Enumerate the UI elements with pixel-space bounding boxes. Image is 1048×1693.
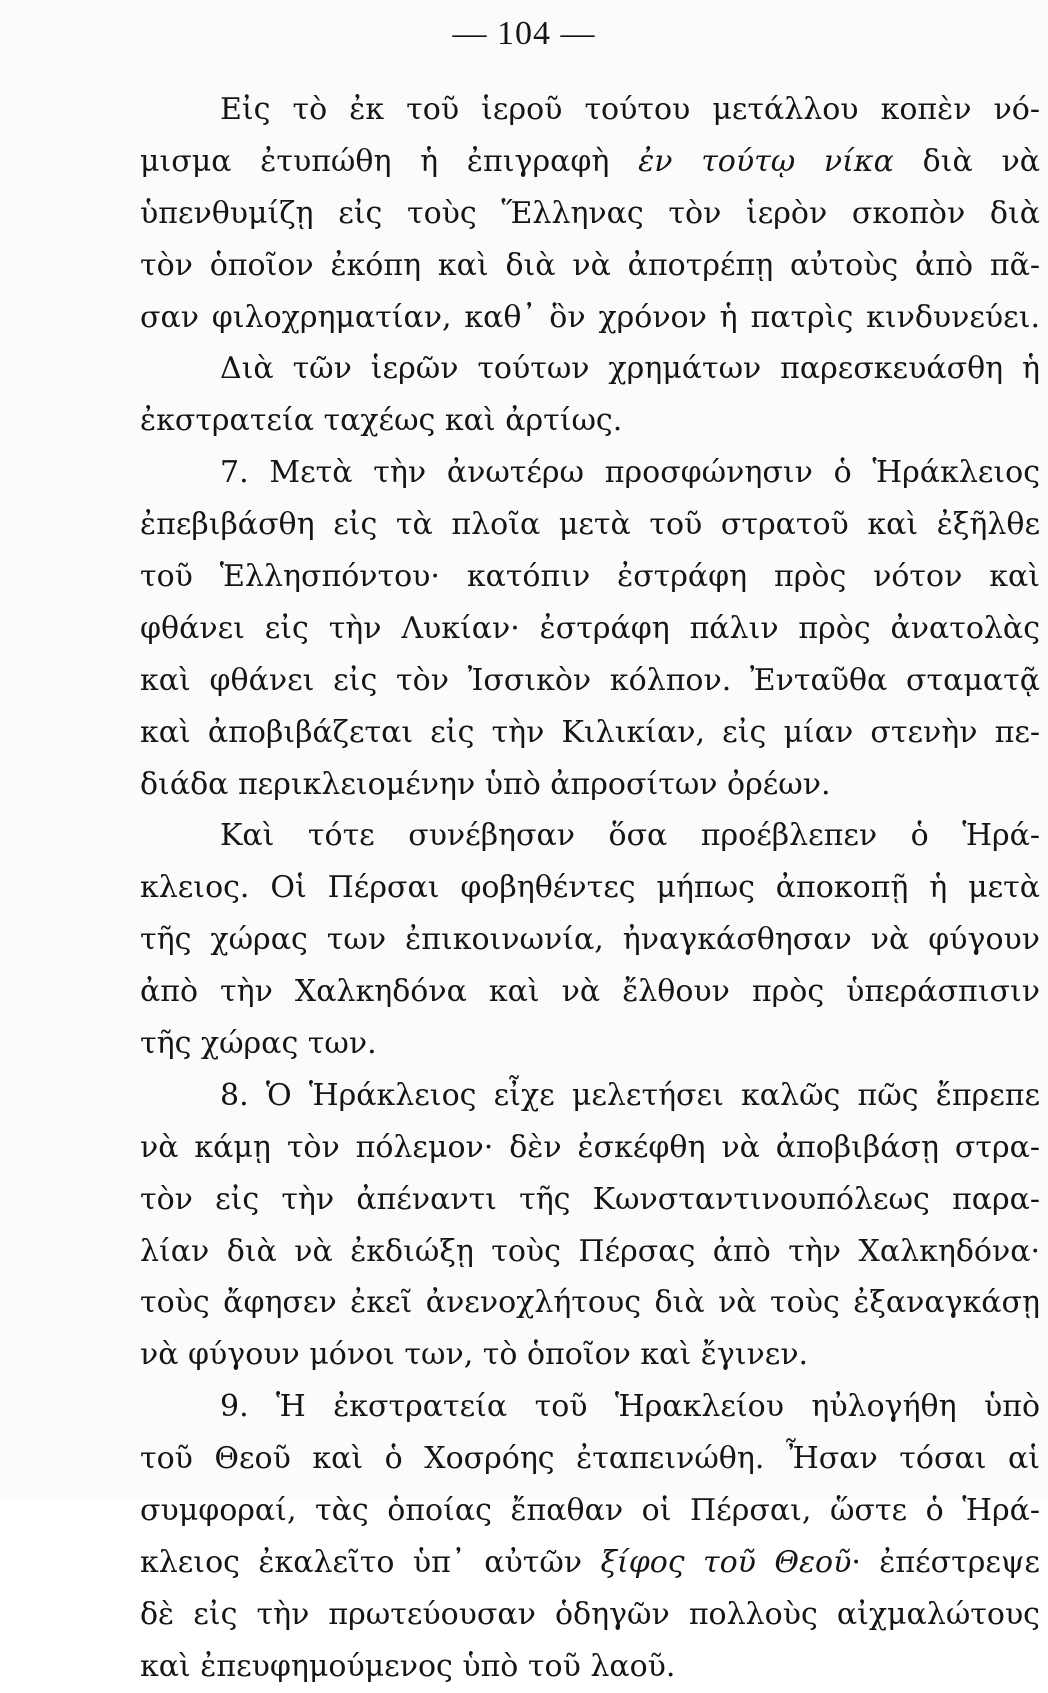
text-segment: τοῦ Θεοῦ καὶ ὁ Χοσρόης ἐταπεινώθη. Ἦσαν τόσαι αἱ [140,1441,1040,1477]
text-line [140,551,1040,603]
text-line [140,343,1040,395]
text-line [140,603,1040,655]
text-segment: 7. Μετὰ τὴν ἀνωτέρω προσφώνησιν ὁ Ἡράκλειος [220,455,1040,491]
text-segment: τῆς χώρας των. [140,1026,377,1062]
text-line [140,1277,1040,1329]
text-line [140,84,1040,136]
text-line [140,810,1040,862]
page-number: — 104 — [452,15,596,52]
text-segment: καὶ ἀποβιβάζεται εἰς τὴν Κιλικίαν, εἰς μίαν στενὴν πε- [140,714,1040,750]
text-line [140,1174,1040,1226]
text-line [140,1485,1040,1537]
text-line [140,1381,1040,1433]
text-line [140,1018,1040,1070]
text-line [140,1070,1040,1122]
text-segment: δὲ εἰς τὴν πρωτεύουσαν ὁδηγῶν πολλοὺς αἰχμαλώτους [140,1596,1040,1632]
text-segment: κλειος. Οἱ Πέρσαι φοβηθέντες μήπως ἀποκοπῇ ἡ μετὰ [140,870,1040,906]
text-line [140,1641,1040,1693]
text-segment: σαν φιλοχρηματίαν, καθ᾽ ὃν χρόνον ἡ πατρὶς κινδυνεύει. [140,299,1040,335]
text-line [140,707,1040,759]
text-line [140,1329,1040,1381]
text-line [140,395,1040,447]
text-line [140,240,1040,292]
body-text [140,84,1040,1693]
text-line [140,499,1040,551]
text-segment: τοῦ Ἑλλησπόντου· κατόπιν ἐστράφη πρὸς νότον καὶ [140,559,1040,595]
text-segment: λίαν διὰ νὰ ἐκδιώξῃ τοὺς Πέρσας ἀπὸ τὴν Χαλκηδόνα· [140,1233,1040,1269]
text-line [140,862,1040,914]
text-line [140,1122,1040,1174]
text-line [140,914,1040,966]
text-line [140,188,1040,240]
text-line [140,1433,1040,1485]
text-segment: τῆς χώρας των ἐπικοινωνία, ἠναγκάσθησαν νὰ φύγουν [140,922,1040,958]
italic-phrase: ξίφος τοῦ Θεοῦ [600,1544,852,1580]
text-segment: μισμα ἐτυπώθη ἡ ἐπιγραφὴ [140,143,639,179]
text-line [140,1589,1040,1641]
text-line [140,1537,1040,1589]
text-segment: τὸν ὁποῖον ἐκόπη καὶ διὰ νὰ ἀποτρέπῃ αὐτοὺς ἀπὸ πᾶ- [140,247,1040,283]
text-line [140,292,1040,344]
text-line [140,1226,1040,1278]
text-segment: Καὶ τότε συνέβησαν ὅσα προέβλεπεν ὁ Ἡρά- [220,818,1040,854]
text-segment: · ἐπέστρεψε [851,1544,1040,1580]
text-segment: ὑπενθυμίζῃ εἰς τοὺς Ἕλληνας τὸν ἱερὸν σκοπὸν διὰ [140,195,1040,231]
text-segment: νὰ κάμῃ τὸν πόλεμον· δὲν ἐσκέφθη νὰ ἀποβιβάσῃ στρα- [140,1129,1040,1165]
text-segment: καὶ ἐπευφημούμενος ὑπὸ τοῦ λαοῦ. [140,1648,676,1684]
text-segment: Διὰ τῶν ἱερῶν τούτων χρημάτων παρεσκευάσθη ἡ [220,351,1040,387]
text-segment: ἐκστρατεία ταχέως καὶ ἀρτίως. [140,403,623,439]
text-segment: φθάνει εἰς τὴν Λυκίαν· ἐστράφη πάλιν πρὸς ἀνατολὰς [140,610,1040,646]
italic-phrase: ἐν τούτῳ νίκα [638,143,894,179]
text-segment: διὰ νὰ [893,143,1040,179]
text-line [140,447,1040,499]
text-segment: ἀπὸ τὴν Χαλκηδόνα καὶ νὰ ἔλθουν πρὸς ὑπεράσπισιν [140,974,1040,1010]
text-segment: Εἰς τὸ ἐκ τοῦ ἱεροῦ τούτου μετάλλου κοπὲν νό- [220,92,1040,127]
text-segment: συμφοραί, τὰς ὁποίας ἔπαθαν οἱ Πέρσαι, ὥστε ὁ Ἡρά- [140,1493,1040,1529]
text-segment: νὰ φύγουν μόνοι των, τὸ ὁποῖον καὶ ἔγινεν. [140,1337,809,1373]
text-segment: διάδα περικλειομένην ὑπὸ ἀπροσίτων ὀρέων. [140,766,831,802]
text-line [140,655,1040,707]
text-segment: 8. Ὁ Ἡράκλειος εἶχε μελετήσει καλῶς πῶς ἔπρεπε [220,1077,1040,1113]
text-segment: κλειος ἐκαλεῖτο ὑπ᾽ αὐτῶν [140,1544,601,1580]
text-segment: 9. Ἡ ἐκστρατεία τοῦ Ἡρακλείου ηὐλογήθη ὑπὸ [220,1389,1040,1425]
text-line [140,966,1040,1018]
text-segment: τὸν εἰς τὴν ἀπέναντι τῆς Κωνσταντινουπόλεως παρα- [140,1181,1040,1217]
text-segment: καὶ φθάνει εἰς τὸν Ἰσσικὸν κόλπον. Ἐνταῦθα σταματᾷ [140,662,1040,698]
text-line [140,759,1040,811]
text-line [140,136,1040,188]
text-segment: ἐπεβιβάσθη εἰς τὰ πλοῖα μετὰ τοῦ στρατοῦ καὶ ἐξῆλθε [140,507,1040,543]
text-segment: τοὺς ἄφησεν ἐκεῖ ἀνενοχλήτους διὰ νὰ τοὺς ἐξαναγκάσῃ [140,1285,1040,1321]
